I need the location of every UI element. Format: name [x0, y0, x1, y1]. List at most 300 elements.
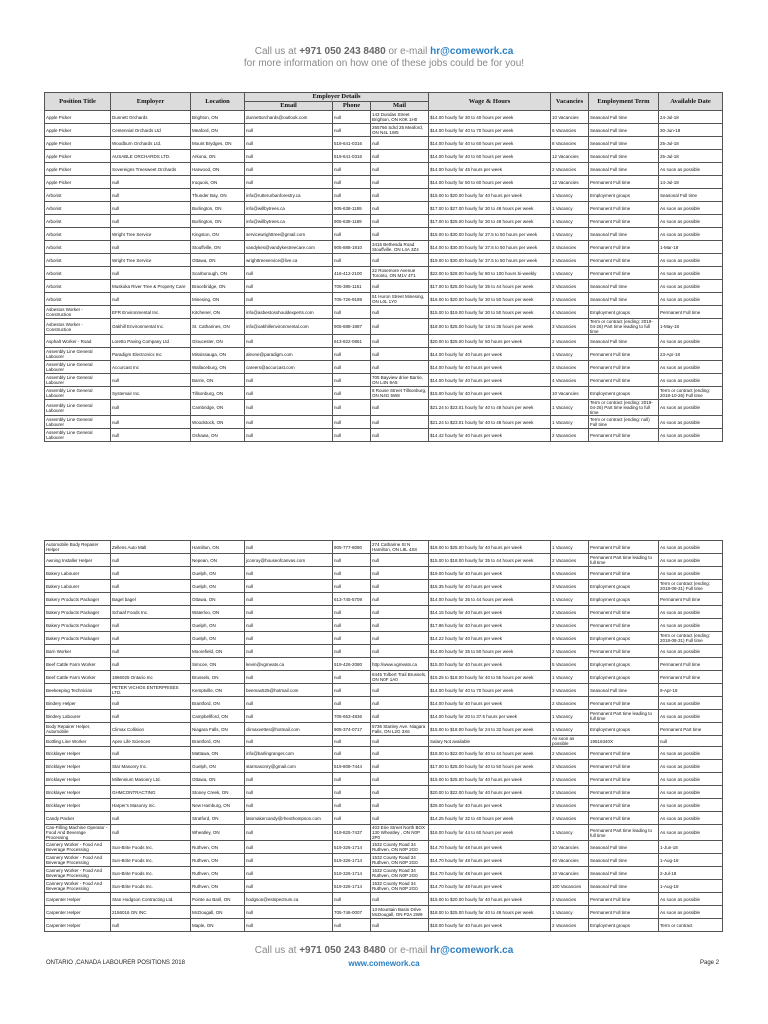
table-cell: St. Catharines, ON	[191, 319, 245, 335]
table-cell: As soon as possible	[659, 825, 723, 841]
top-subline: for more information on how one of these jobs could be for you!	[243, 58, 525, 69]
table-cell: 1 Vacancy	[551, 267, 589, 280]
table-cell: 1 Vacancy	[551, 710, 589, 723]
table-cell: As soon as possible	[659, 812, 723, 825]
table-cell[interactable]: null	[245, 541, 333, 554]
table-cell: Permanent Full time	[659, 306, 723, 319]
table-cell[interactable]: null	[245, 335, 333, 348]
table-cell: null	[111, 215, 191, 228]
table-cell: As soon as possible	[659, 361, 723, 374]
table-row	[45, 293, 723, 306]
table-cell: null	[333, 176, 371, 189]
col-email: Email	[245, 102, 333, 111]
table-cell[interactable]: null	[245, 580, 333, 593]
table-cell: $14.00 hourly for 40 hours per week	[429, 348, 551, 361]
table-cell: Asbestos Worker - Construction	[45, 306, 111, 319]
table-row	[45, 416, 723, 429]
table-cell: 274 Catharine St N Hamilton, ON L8L 4S8	[371, 541, 429, 554]
table-cell: Loretto Paving Company Ltd	[111, 335, 191, 348]
table-cell: Arkona, ON	[191, 150, 245, 163]
table-cell: As soon as possible	[659, 747, 723, 760]
table-cell: 19516340X	[589, 736, 659, 747]
table-cell: Bindery Helper	[45, 697, 111, 710]
table-cell: null	[111, 710, 191, 723]
col-term: Employment Term	[589, 93, 659, 111]
table-cell[interactable]: null	[245, 150, 333, 163]
table-cell: Stouffville, ON	[191, 241, 245, 254]
table-cell: null	[333, 645, 371, 658]
table-row	[45, 361, 723, 374]
table-cell: Thunder Bay, ON	[191, 189, 245, 202]
table-cell: Awning Installer Helper	[45, 554, 111, 567]
table-row	[45, 215, 723, 228]
table-cell: Moorefield, ON	[191, 645, 245, 658]
table-cell: 12 Vacancies	[551, 150, 589, 163]
table-cell: null	[333, 254, 371, 267]
table-cell: Scarborough, ON	[191, 267, 245, 280]
table-cell: null	[371, 306, 429, 319]
table-cell[interactable]: info@oakhillenvironmental.com	[245, 319, 333, 335]
table-cell: Climax Collision	[111, 723, 191, 736]
table-cell[interactable]: null	[245, 176, 333, 189]
table-cell: 5736 Stanley Ave. Niagara Falls, ON L2G 3X6	[371, 723, 429, 736]
table-cell: 100 Vacancies	[551, 880, 589, 893]
table-cell: Bracebridge, ON	[191, 280, 245, 293]
table-cell: 519-825-7437	[333, 825, 371, 841]
table-cell: Ruthven, ON	[191, 880, 245, 893]
col-location: Location	[191, 93, 245, 111]
footer-email-link[interactable]: hr@comework.ca	[430, 945, 514, 956]
table-cell: null	[333, 619, 371, 632]
table-row	[45, 348, 723, 361]
table-cell: Brighton, ON	[191, 111, 245, 124]
table-row	[45, 137, 723, 150]
table-cell: $19.00 hourly for 40 hours per week	[429, 567, 551, 580]
call-label: Call us at	[254, 46, 300, 57]
jobs-table-2	[44, 540, 723, 932]
table-cell: 2156016 ON INC	[111, 906, 191, 919]
table-cell[interactable]: null	[245, 632, 333, 645]
table-cell: Seasonal Full time	[589, 841, 659, 854]
table-cell: 2 Vacancies	[551, 606, 589, 619]
table-cell: $15.00 to $25.00 hourly for 40 hours per week	[429, 773, 551, 786]
table-cell: Seasonal Full time	[589, 111, 659, 124]
table-cell: null	[371, 799, 429, 812]
table-cell: Bakery Products Packager	[45, 606, 111, 619]
table-cell[interactable]: jconroy@houseofcanvas.com	[245, 554, 333, 567]
table-row	[45, 632, 723, 645]
table-cell[interactable]: null	[245, 867, 333, 880]
table-cell[interactable]: null	[245, 619, 333, 632]
table-cell[interactable]: null	[245, 786, 333, 799]
table-cell: Systemair Inc.	[111, 387, 191, 400]
table-cell[interactable]: info@willbytrees.ca	[245, 202, 333, 215]
table-cell: null	[111, 580, 191, 593]
table-cell: 1 Vacancy	[551, 189, 589, 202]
table-cell[interactable]: null	[245, 906, 333, 919]
table-cell: Term or contract (ending: 2018-10-26) Full time	[659, 387, 723, 400]
table-cell: Permanent Full time	[589, 361, 659, 374]
table-cell[interactable]: null	[245, 606, 333, 619]
table-cell[interactable]: careers@accurcast.com	[245, 361, 333, 374]
table-cell: Permanent Full time	[589, 799, 659, 812]
table-cell: null	[333, 736, 371, 747]
table-cell: null	[111, 632, 191, 645]
table-cell: Seasonal Full time	[589, 137, 659, 150]
table-cell: Mount Brydges, ON	[191, 137, 245, 150]
footer-phone-number[interactable]: +971 050 243 8480	[299, 945, 386, 956]
table-cell[interactable]: null	[245, 163, 333, 176]
table-cell[interactable]: climaxvettes@hotmail.com	[245, 723, 333, 736]
table-cell[interactable]: kevin@vgmeats.ca	[245, 658, 333, 671]
table-cell: 519-326-1714	[333, 841, 371, 854]
table-row	[45, 854, 723, 867]
table-cell[interactable]: vandykes@vandykestreecare.com	[245, 241, 333, 254]
table-cell: null	[333, 189, 371, 202]
table-cell: Arborist	[45, 215, 111, 228]
table-cell: Sovereigns Treesweet Orchards	[111, 163, 191, 176]
table-cell[interactable]: null	[245, 400, 333, 416]
table-row	[45, 176, 723, 189]
table-cell: Bricklayer Helper	[45, 747, 111, 760]
table-cell: null	[333, 812, 371, 825]
table-cell: 2 Vacancies	[551, 893, 589, 906]
table-cell: Salary Not available	[429, 736, 551, 747]
table-cell: Woodburn Orchards Ltd.	[111, 137, 191, 150]
table-cell: 1 Vacancy	[551, 906, 589, 919]
table-row	[45, 387, 723, 400]
table-cell: Bricklayer Helper	[45, 773, 111, 786]
table-cell: 519-641-0316	[333, 137, 371, 150]
table-cell: null	[333, 632, 371, 645]
table-cell: 2 Vacancies	[551, 619, 589, 632]
table-cell: $14.00 to $30.00 hourly for 37.5 to 50 hours per week	[429, 241, 551, 254]
table-cell: 2 Vacancies	[551, 799, 589, 812]
table-cell: 1 Vacancy	[551, 593, 589, 606]
table-cell: Ruthven, ON	[191, 867, 245, 880]
table-cell[interactable]: null	[245, 293, 333, 306]
table-cell[interactable]: wrighttreeservice@live.ca	[245, 254, 333, 267]
table-cell: Apple Picker	[45, 163, 111, 176]
table-cell: 9-Apr-18	[659, 684, 723, 697]
phone-number[interactable]: +971 050 243 8480	[299, 46, 386, 57]
col-available: Available Date	[659, 93, 723, 111]
table-cell: 2 Vacancies	[551, 429, 589, 442]
table-cell: null	[371, 812, 429, 825]
table-cell: Bakery Products Packager	[45, 619, 111, 632]
table-cell: null	[371, 593, 429, 606]
table-cell[interactable]: info@rutterurbanforestry.ca	[245, 189, 333, 202]
table-cell: null	[333, 429, 371, 442]
table-cell[interactable]: null	[245, 429, 333, 442]
table-cell: Brussels, ON	[191, 671, 245, 684]
table-cell: As soon as possible	[659, 400, 723, 416]
table-cell[interactable]: aleone@paradigm.com	[245, 348, 333, 361]
table-cell: 1532 County Road 34 Ruthven, ON N0P 2G0	[371, 867, 429, 880]
table-row	[45, 919, 723, 932]
table-row	[45, 606, 723, 619]
table-cell: 23-Apr-18	[659, 348, 723, 361]
table-cell: null	[333, 567, 371, 580]
table-cell[interactable]: null	[245, 280, 333, 293]
table-cell: Permanent Full time	[589, 747, 659, 760]
table-row	[45, 723, 723, 736]
table-cell: Seasonal Full time	[589, 150, 659, 163]
table-cell: Tillsonburg, ON	[191, 387, 245, 400]
table-cell: null	[371, 429, 429, 442]
table-cell: Seasonal Full time	[589, 880, 659, 893]
col-position: Position Title	[45, 93, 111, 111]
table-cell: Employment groups	[589, 658, 659, 671]
table-cell: Stoney Creek, ON	[191, 786, 245, 799]
table-cell: PETER VICHOS ENTERPRISES LTD.	[111, 684, 191, 697]
table-cell: Permanent Part time leading to full time	[589, 554, 659, 567]
table-cell[interactable]: null	[245, 919, 333, 932]
table-cell: Hamilton, ON	[191, 541, 245, 554]
table-cell: 519-426-2080	[333, 658, 371, 671]
table-cell: Permanent Full time	[659, 658, 723, 671]
table-cell: 416-412-2100	[333, 267, 371, 280]
table-cell[interactable]: latomakercandy@rheothompson.com	[245, 812, 333, 825]
table-cell: $14.00 hourly for 40 to 70 hours per week	[429, 124, 551, 137]
table-cell[interactable]: null	[245, 799, 333, 812]
table-cell: Apple Picker	[45, 111, 111, 124]
table-cell: Bindery Labourer	[45, 710, 111, 723]
table-row	[45, 710, 723, 723]
table-cell[interactable]: null	[245, 736, 333, 747]
table-cell: $18.00 to $25.00 hourly for 40 hours per week	[429, 541, 551, 554]
table-cell: 143 Dundas Street Brighton, ON K0K 1H0	[371, 111, 429, 124]
table-row	[45, 760, 723, 773]
table-cell: Bakery Labourer	[45, 567, 111, 580]
footer-call-label: Call us at	[254, 945, 300, 956]
table-cell: 2 Vacancies	[551, 760, 589, 773]
table-cell: null	[371, 137, 429, 150]
table-cell[interactable]: null	[245, 567, 333, 580]
table-cell: As soon as possible	[659, 606, 723, 619]
table-cell: $15.00 to $20.00 hourly for 40 hours per week	[429, 189, 551, 202]
table-cell: null	[371, 580, 429, 593]
table-cell[interactable]: null	[245, 645, 333, 658]
table-cell: $18.00 to $22.00 hourly for 40 to 44 hours per week	[429, 747, 551, 760]
table-cell: $19.00 to $30.00 hourly for 37.5 to 50 hours per week	[429, 254, 551, 267]
table-cell[interactable]: dunnettorchards@outlook.com	[245, 111, 333, 124]
table-cell[interactable]: null	[245, 710, 333, 723]
page-number: Page 2	[700, 960, 720, 966]
table-cell: $14.00 hourly for 30 to 40 hours per week	[429, 111, 551, 124]
table-cell: Minesing, ON	[191, 293, 245, 306]
table-cell: null	[111, 697, 191, 710]
table-cell: null	[371, 619, 429, 632]
table-cell: null	[333, 773, 371, 786]
table-row	[45, 671, 723, 684]
table-cell: Mattawa, ON	[191, 747, 245, 760]
table-cell: 2 Vacancies	[551, 163, 589, 176]
table-cell: Assembly Line General Labourer	[45, 416, 111, 429]
table-cell: Term or contract (ending: null) Full time	[589, 416, 659, 429]
table-cell: 519-326-1714	[333, 880, 371, 893]
table-cell: null	[371, 150, 429, 163]
table-cell: Employment groups	[589, 593, 659, 606]
table-cell: As soon as possible	[659, 697, 723, 710]
table-cell: Cannery Worker - Food And Beverage Processing	[45, 854, 111, 867]
table-cell: $14.00 hourly for 50 to 60 hours per week	[429, 176, 551, 189]
table-cell: 905-638-1189	[333, 215, 371, 228]
table-cell: 1 Vacancy	[551, 215, 589, 228]
table-row	[45, 697, 723, 710]
table-cell[interactable]: hodgson@estspectrum.ca	[245, 893, 333, 906]
table-cell: null	[111, 176, 191, 189]
table-cell[interactable]: null	[245, 387, 333, 400]
table-cell: Permanent Part time leading to full time	[589, 710, 659, 723]
table-cell: null	[333, 919, 371, 932]
col-mail: Mail	[371, 102, 429, 111]
table-cell[interactable]: null	[245, 124, 333, 137]
table-cell: $14.70 hourly for 48 hours per week	[429, 880, 551, 893]
table-cell: 2 Vacancies	[551, 254, 589, 267]
table-cell: 905-888-1910	[333, 241, 371, 254]
table-cell: Employment groups	[589, 632, 659, 645]
table-cell[interactable]: starmasonry@gmail.com	[245, 760, 333, 773]
table-cell: Simcoe, ON	[191, 658, 245, 671]
table-cell[interactable]: beemax525@hotmail.com	[245, 684, 333, 697]
table-cell: Seasonal Full time	[659, 189, 723, 202]
table-cell: Muskoka River Tree & Property Care	[111, 280, 191, 293]
table-cell: 8 Vacancies	[551, 137, 589, 150]
table-cell[interactable]: null	[245, 671, 333, 684]
table-cell: null	[333, 684, 371, 697]
table-cell: 10 Vacancies	[551, 387, 589, 400]
table-cell: Permanent Full time	[589, 429, 659, 442]
table-cell: $14.00 hourly for 40 hours per week	[429, 361, 551, 374]
table-cell[interactable]: null	[245, 854, 333, 867]
table-cell: null	[371, 361, 429, 374]
table-cell[interactable]: null	[245, 697, 333, 710]
table-cell: Bricklayer Helper	[45, 799, 111, 812]
table-cell[interactable]: null	[245, 841, 333, 854]
table-cell: Employment groups	[589, 723, 659, 736]
table-row	[45, 645, 723, 658]
table-cell: 1 Vacancy	[551, 825, 589, 841]
table-cell[interactable]: null	[245, 880, 333, 893]
table-cell[interactable]: null	[245, 593, 333, 606]
table-cell: null	[333, 111, 371, 124]
table-cell: null	[111, 241, 191, 254]
table-cell: Assembly Line General Labourer	[45, 361, 111, 374]
table-cell: EFR Environmental Inc.	[111, 306, 191, 319]
table-cell: $14.00 hourly for 40 to 60 hours per week	[429, 137, 551, 150]
table-cell: $21.24 to $23.01 hourly for 40 to 48 hours per week	[429, 400, 551, 416]
table-cell: As soon as possible	[659, 541, 723, 554]
table-cell: null	[371, 163, 429, 176]
table-cell: null	[371, 606, 429, 619]
table-cell: Employment groups	[589, 580, 659, 593]
col-employer: Employer	[111, 93, 191, 111]
website-link[interactable]: www.comework.ca	[348, 959, 420, 968]
table-cell: $17.00 to $25.00 hourly for 35 to 44 hours per week	[429, 280, 551, 293]
table-cell[interactable]: info@barlingranger.com	[245, 747, 333, 760]
table-cell: McDougall, ON	[191, 906, 245, 919]
table-row	[45, 429, 723, 442]
table-cell[interactable]: null	[245, 267, 333, 280]
table-cell: $21.24 to $23.01 hourly for 40 to 48 hours per week	[429, 416, 551, 429]
table-cell: null	[333, 554, 371, 567]
top-contact-line	[0, 46, 768, 58]
table-cell: null	[333, 400, 371, 416]
table-cell[interactable]: info@asbestosshouldexperts.com	[245, 306, 333, 319]
table-cell[interactable]: null	[245, 137, 333, 150]
table-cell: 24-Jul-18	[659, 111, 723, 124]
table-cell: Wright Tree Service	[111, 254, 191, 267]
table-cell: 1866025 Ontario Inc	[111, 671, 191, 684]
table-cell: Kitchener, ON	[191, 306, 245, 319]
table-cell: As soon as possible	[659, 228, 723, 241]
table-cell[interactable]: null	[245, 374, 333, 387]
table-cell: Permanent Full time	[589, 606, 659, 619]
table-cell: null	[371, 919, 429, 932]
table-cell: 1 Vacancy	[551, 671, 589, 684]
table-cell: $15.00 to $19.00 hourly for 30 to 50 hours per week	[429, 306, 551, 319]
col-phone: Phone	[333, 102, 371, 111]
table-cell: 1 Vacancy	[551, 400, 589, 416]
table-row	[45, 867, 723, 880]
table-cell: $15.00 hourly for 40 hours per week	[429, 658, 551, 671]
table-cell: null	[111, 645, 191, 658]
table-cell: null	[371, 747, 429, 760]
table-cell: null	[111, 416, 191, 429]
table-cell: 2 Vacancies	[551, 293, 589, 306]
table-row	[45, 319, 723, 335]
table-cell: 51 Huron Street Minesing, ON L0L 1Y0	[371, 293, 429, 306]
table-cell: $14.25 hourly for 32 to 40 hours per week	[429, 812, 551, 825]
table-cell[interactable]: null	[245, 773, 333, 786]
table-cell: $14.00 hourly for 40 hours per week	[429, 374, 551, 387]
table-cell: $14.70 hourly for 48 hours per week	[429, 867, 551, 880]
table-cell: Campbellford, ON	[191, 710, 245, 723]
table-cell: $15.00 to $18.00 hourly for 35 to 44 hours per week	[429, 554, 551, 567]
footer-website-line	[0, 958, 768, 970]
table-cell: $17.86 hourly for 40 hours per week	[429, 619, 551, 632]
table-cell[interactable]: null	[245, 416, 333, 429]
table-cell: null	[371, 893, 429, 906]
table-cell: 2 Vacancies	[551, 747, 589, 760]
table-cell: Sun-Brite Foods Inc.	[111, 867, 191, 880]
table-cell: $14.00 hourly for 20 to 37.5 hours per week	[429, 710, 551, 723]
table-cell: Employment groups	[589, 306, 659, 319]
email-link[interactable]: hr@comework.ca	[430, 46, 514, 57]
table-cell: $15.35 hourly for 40 hours per week	[429, 580, 551, 593]
table-cell: null	[659, 736, 723, 747]
table-cell: null	[371, 632, 429, 645]
table-cell[interactable]: null	[245, 825, 333, 841]
table-cell[interactable]: servicewrighttree@gmail.com	[245, 228, 333, 241]
table-row	[45, 124, 723, 137]
table-cell: null	[111, 812, 191, 825]
table-row	[45, 825, 723, 841]
or-email-label: or e-mail	[385, 46, 431, 57]
table-cell: Permanent Full time	[589, 254, 659, 267]
table-cell: Permanent Full time	[589, 893, 659, 906]
table-cell: As soon as possible	[659, 280, 723, 293]
table-cell[interactable]: info@willbytrees.ca	[245, 215, 333, 228]
table-cell: null	[111, 429, 191, 442]
table-cell: Seasonal Full time	[589, 684, 659, 697]
table-cell: Schaaf Foods Inc.	[111, 606, 191, 619]
table-cell: 2 Vacancies	[551, 645, 589, 658]
table-row	[45, 906, 723, 919]
table-row	[45, 580, 723, 593]
table-cell: null	[371, 335, 429, 348]
